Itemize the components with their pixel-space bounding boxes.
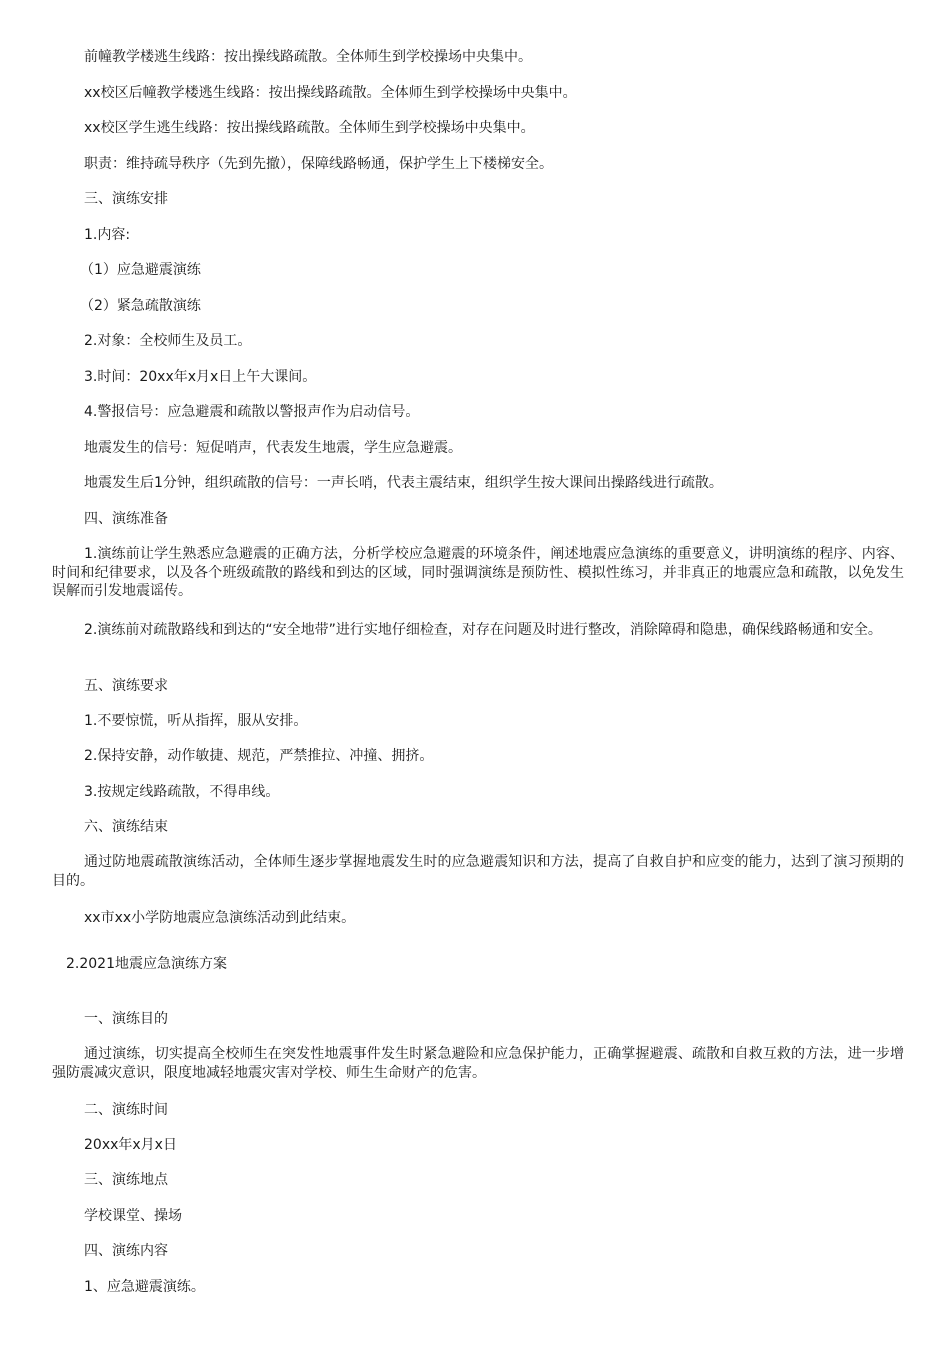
evac-signal-text: 地震发生后1分钟，组织疏散的信号：一声长哨，代表主震结束，组织学生按大课间出操路线进行疏散。	[84, 475, 723, 491]
end-line: xx市xx小学防地震应急演练活动到此结束。	[84, 910, 356, 926]
prep-paragraph-2: 2.演练前对疏散路线和到达的“安全地带”进行实地仔细检查，对存在问题及时进行整改，消除障碍和隐患，确保线路畅通和安全。	[84, 622, 882, 638]
prep-paragraph-1: 1.演练前让学生熟悉应急避震的正确方法，分析学校应急避震的环境条件，阐述地震应急演练的重要意义，讲明演练的程序、内容、时间和纪律要求，以及各个班级疏散的路线和到达的区域，同时强调演练是预防性、模拟性练习，并非真正的地震应急和疏散，以免发生误解而引发地震谣传。	[52, 546, 904, 599]
requirement-1: 1.不要惊慌，听从指挥，服从安排。	[84, 713, 308, 729]
requirement-2: 2.保持安静，动作敏捷、规范，严禁推拉、冲撞、拥挤。	[84, 748, 434, 764]
duty-text: 职责：维持疏导秩序（先到先撤），保障线路畅通，保护学生上下楼梯安全。	[84, 156, 553, 172]
section-heading-time: 二、演练时间	[84, 1102, 168, 1118]
end-paragraph: 通过防地震疏散演练活动，全体师生逐步掌握地震发生时的应急避震知识和方法，提高了自救自护和应变的能力，达到了演习预期的目的。	[52, 854, 904, 889]
content-label: 1.内容:	[84, 227, 131, 243]
requirement-3: 3.按规定线路疏散，不得串线。	[84, 784, 280, 800]
content-item-1: （1）应急避震演练	[80, 262, 201, 278]
section-heading-content: 四、演练内容	[84, 1243, 168, 1259]
plan-content-item-1: 1、应急避震演练。	[84, 1279, 205, 1295]
alarm-text: 4.警报信号：应急避震和疏散以警报声作为启动信号。	[84, 404, 420, 420]
plan-title: 2.2021地震应急演练方案	[66, 956, 227, 972]
target-text: 2.对象：全校师生及员工。	[84, 333, 252, 349]
route-students: xx校区学生逃生线路：按出操线路疏散。全体师生到学校操场中央集中。	[84, 120, 535, 136]
section-heading-drill-arrangement: 三、演练安排	[84, 191, 168, 207]
section-heading-place: 三、演练地点	[84, 1172, 168, 1188]
section-heading-purpose: 一、演练目的	[84, 1011, 168, 1027]
time-text: 3.时间：20xx年x月x日上午大课间。	[84, 369, 317, 385]
purpose-paragraph: 通过演练，切实提高全校师生在突发性地震事件发生时紧急避险和应急保护能力，正确掌握避震、疏散和自救互救的方法，进一步增强防震减灾意识，限度地减轻地震灾害对学校、师生生命财产的危害。	[52, 1046, 904, 1081]
plan-time-text: 20xx年x月x日	[84, 1137, 177, 1153]
section-heading-drill-end: 六、演练结束	[84, 819, 168, 835]
route-front-building: 前幢教学楼逃生线路：按出操线路疏散。全体师生到学校操场中央集中。	[84, 49, 532, 65]
section-heading-drill-prep: 四、演练准备	[84, 511, 168, 527]
content-item-2: （2）紧急疏散演练	[80, 298, 201, 314]
section-heading-drill-requirements: 五、演练要求	[84, 678, 168, 694]
route-back-building: xx校区后幢教学楼逃生线路：按出操线路疏散。全体师生到学校操场中央集中。	[84, 85, 577, 101]
plan-place-text: 学校课堂、操场	[84, 1208, 182, 1224]
quake-signal-text: 地震发生的信号：短促哨声，代表发生地震，学生应急避震。	[84, 440, 462, 456]
